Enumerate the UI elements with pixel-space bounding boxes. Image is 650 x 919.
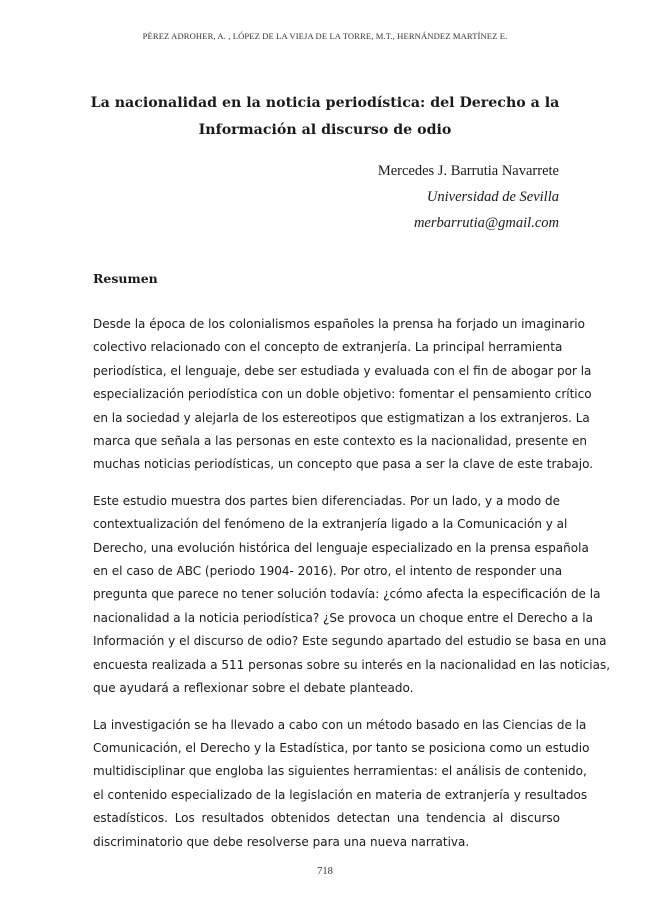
abstract-line: periodística, el lenguaje, debe ser estudiada y evaluada con el fin de abogar por la [93, 363, 592, 378]
author-affiliation: Universidad de Sevilla [426, 189, 559, 205]
paper-title [80, 90, 570, 144]
abstract-line: que ayudará a reflexionar sobre el debate planteado. [93, 681, 414, 696]
page-number: 718 [317, 866, 333, 877]
abstract-line: pregunta que parece no tener solución todavía: ¿cómo afecta la especificación de la [93, 587, 601, 602]
abstract-line: el contenido especializado de la legislación en materia de extranjería y resultados [93, 787, 588, 802]
abstract-line: multidisciplinar que engloba las siguientes herramientas: el análisis de contenido, [93, 764, 587, 779]
title-line-2: Información al discurso de odio [198, 122, 452, 138]
abstract-line: especialización periodística con un doble objetivo: fomentar el pensamiento crítico [93, 387, 592, 402]
abstract-paragraph [93, 313, 594, 477]
author-email: merbarrutia@gmail.com [413, 215, 559, 231]
abstract-paragraph [93, 714, 590, 854]
abstract-line: colectivo relacionado con el concepto de extranjería. La principal herramienta [93, 340, 563, 355]
abstract-line: Este estudio muestra dos partes bien diferenciadas. Por un lado, y a modo de [93, 493, 560, 508]
abstract-line: nacionalidad a la noticia periodística? ¿Se provoca un choque entre el Derecho a la [93, 610, 593, 625]
abstract-line: Desde la época de los colonialismos españoles la prensa ha forjado un imaginario [93, 317, 585, 331]
abstract-paragraph [93, 490, 611, 701]
abstract-line: marca que señala a las personas en este contexto es la nacionalidad, presente en [93, 434, 588, 449]
section-heading-resumen: Resumen [93, 271, 158, 286]
abstract-line: discriminatorio que debe resolverse para una nueva narrativa. [93, 834, 470, 849]
abstract-line: contextualización del fenómeno de la extranjería ligado a la Comunicación y al [93, 517, 568, 532]
abstract-line: La investigación se ha llevado a cabo con un método basado en las Ciencias de la [93, 717, 587, 732]
abstract-line: Comunicación, el Derecho y la Estadística, por tanto se posiciona como un estudio [93, 740, 590, 755]
abstract-line: en el caso de ABC (periodo 1904- 2016). Por otro, el intento de responder una [93, 564, 563, 579]
running-head: PÉREZ ADROHER, A. , LÓPEZ DE LA VIEJA DE LA TORRE, M.T., HERNÁNDEZ MARTÍNEZ E. [142, 31, 508, 41]
author-name: Mercedes J. Barrutia Navarrete [377, 163, 559, 179]
abstract-body [93, 313, 611, 867]
abstract-line: Derecho, una evolución histórica del lenguaje especializado en la prensa española [93, 540, 589, 555]
abstract-line: en la sociedad y alejarla de los estereotipos que estigmatizan a los extranjeros. La [93, 410, 590, 425]
title-line-1: La nacionalidad en la noticia periodística: del Derecho a la [90, 95, 560, 111]
abstract-line: estadísticos. Los resultados obtenidos detectan una tendencia al discurso [93, 811, 560, 826]
author-block [378, 158, 559, 236]
abstract-line: muchas noticias periodísticas, un concepto que pasa a ser la clave de este trabajo. [93, 457, 594, 472]
abstract-line: encuesta realizada a 511 personas sobre su interés en la nacionalidad en las noticias, [93, 657, 611, 672]
abstract-line: Información y el discurso de odio? Este segundo apartado del estudio se basa en una [93, 634, 607, 649]
